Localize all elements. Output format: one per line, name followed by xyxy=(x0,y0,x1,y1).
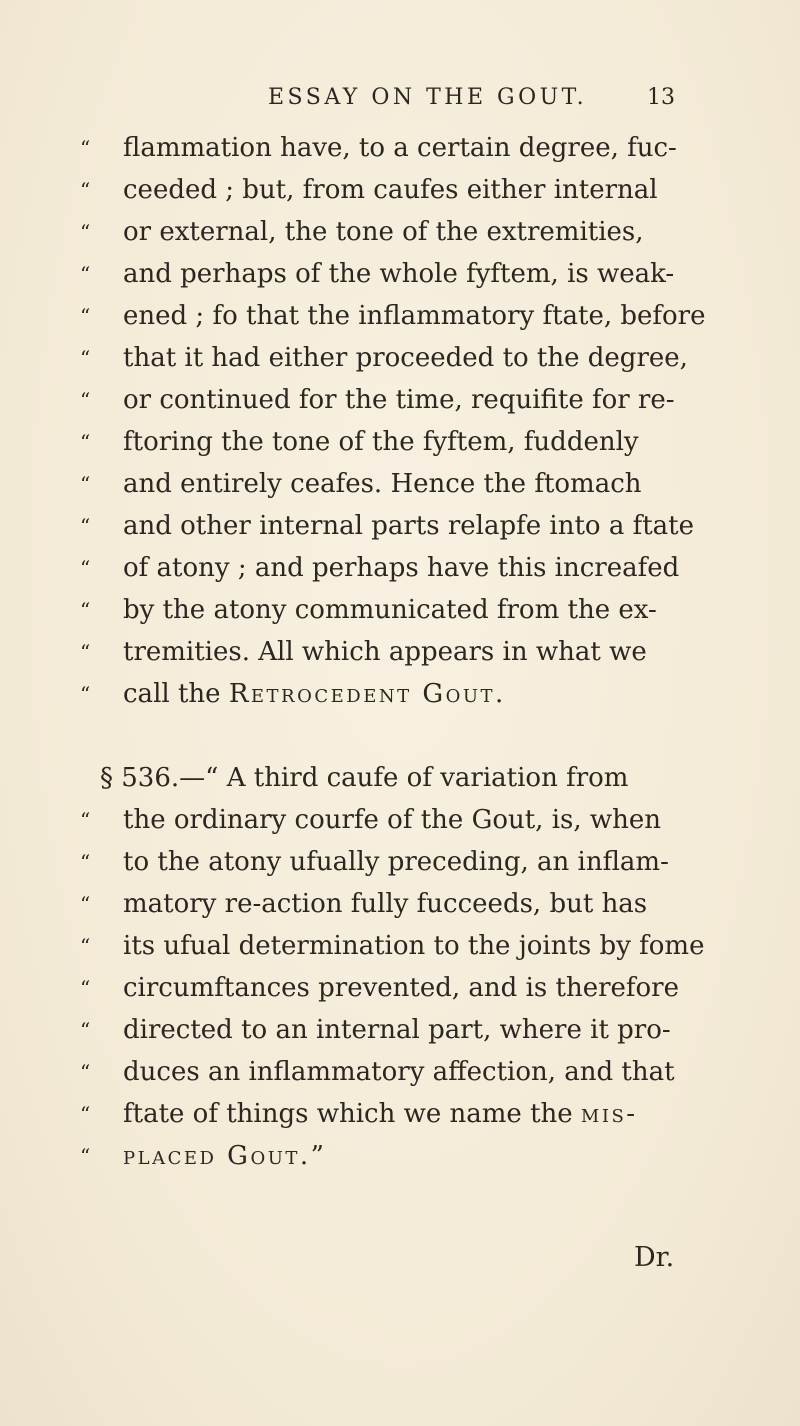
quote-mark: “ xyxy=(80,1018,91,1042)
line-text: tremities. All which appears in what we xyxy=(123,637,647,667)
misplaced-term-start: mis- xyxy=(580,1099,638,1129)
running-head xyxy=(0,85,800,125)
quote-mark: “ xyxy=(80,598,91,622)
line-text-prefix: ftate of things which we name the xyxy=(123,1099,581,1129)
quote-mark: “ xyxy=(80,682,91,706)
line-text: § 536.—“ A third caufe of variation from xyxy=(100,763,629,793)
text-line xyxy=(0,422,800,462)
quote-mark: “ xyxy=(80,556,91,580)
quote-mark: “ xyxy=(80,892,91,916)
quote-mark: “ xyxy=(80,514,91,538)
quote-mark: “ xyxy=(80,220,91,244)
quote-mark: “ xyxy=(80,976,91,1000)
quote-mark: “ xyxy=(80,472,91,496)
quote-mark: “ xyxy=(80,136,91,160)
line-text: directed to an internal part, where it pro- xyxy=(123,1015,671,1045)
line-text: flammation have, to a certain degree, fuc- xyxy=(123,133,677,163)
quote-mark: “ xyxy=(80,262,91,286)
line-text: and perhaps of the whole fyftem, is weak- xyxy=(123,259,675,289)
text-line xyxy=(0,632,800,672)
text-line xyxy=(0,590,800,630)
line-text: duces an inflammatory affection, and that xyxy=(123,1057,675,1087)
line-text: circumftances prevented, and is therefore xyxy=(123,973,679,1003)
quote-mark: “ xyxy=(80,1060,91,1084)
text-line xyxy=(0,548,800,588)
quote-mark: “ xyxy=(80,934,91,958)
text-line xyxy=(0,968,800,1008)
line-text: or continued for the time, requifite for re- xyxy=(123,385,675,415)
text-line xyxy=(0,1010,800,1050)
text-line xyxy=(0,338,800,378)
page-number: 13 xyxy=(647,85,675,110)
line-text: by the atony communicated from the ex- xyxy=(123,595,657,625)
catchword: Dr. xyxy=(634,1242,675,1273)
line-text: and other internal parts relapfe into a ftate xyxy=(123,511,695,541)
text-line xyxy=(0,464,800,504)
text-line xyxy=(0,842,800,882)
line-text-prefix: call the xyxy=(123,679,229,709)
line-text xyxy=(123,674,506,714)
line-text: the ordinary courfe of the Gout, is, when xyxy=(123,805,662,835)
text-line xyxy=(0,212,800,252)
quote-mark: “ xyxy=(80,304,91,328)
running-title: ESSAY ON THE GOUT. xyxy=(268,85,588,110)
line-text: and entirely ceafes. Hence the ftomach xyxy=(123,469,642,499)
text-line xyxy=(0,926,800,966)
text-line xyxy=(0,674,800,714)
text-line xyxy=(0,800,800,840)
misplaced-gout-term: placed Gout. xyxy=(123,1141,311,1171)
line-text: ceeded ; but, from caufes either internal xyxy=(123,175,658,205)
quote-mark: “ xyxy=(80,430,91,454)
quote-mark: “ xyxy=(80,850,91,874)
text-line xyxy=(0,254,800,294)
text-line xyxy=(0,296,800,336)
text-line xyxy=(0,1052,800,1092)
quote-mark: “ xyxy=(80,1144,91,1168)
closing-quote: ” xyxy=(310,1141,324,1171)
quote-mark: “ xyxy=(80,1102,91,1126)
line-text: its ufual determination to the joints by fome xyxy=(123,931,705,961)
line-text xyxy=(123,1094,638,1134)
quote-mark: “ xyxy=(80,178,91,202)
line-text: that it had either proceeded to the degree, xyxy=(123,343,688,373)
text-line xyxy=(0,128,800,168)
line-text: to the atony ufually preceding, an inflam- xyxy=(123,847,669,877)
text-line xyxy=(0,170,800,210)
text-line xyxy=(0,506,800,546)
section-536-first-line xyxy=(0,758,800,798)
retrocedent-gout-term: Retrocedent Gout. xyxy=(228,679,506,709)
line-text: matory re-action fully fucceeds, but has xyxy=(123,889,648,919)
line-text: of atony ; and perhaps have this increafed xyxy=(123,553,680,583)
line-text: ened ; fo that the inflammatory ftate, before xyxy=(123,301,706,331)
quote-mark: “ xyxy=(80,808,91,832)
line-text xyxy=(123,1136,324,1176)
text-line xyxy=(0,884,800,924)
line-text: or external, the tone of the extremities, xyxy=(123,217,644,247)
text-line xyxy=(0,1136,800,1176)
text-line xyxy=(0,380,800,420)
line-text: ftoring the tone of the fyftem, fuddenly xyxy=(123,427,639,457)
quote-mark: “ xyxy=(80,346,91,370)
quote-mark: “ xyxy=(80,388,91,412)
text-line xyxy=(0,1094,800,1134)
quote-mark: “ xyxy=(80,640,91,664)
